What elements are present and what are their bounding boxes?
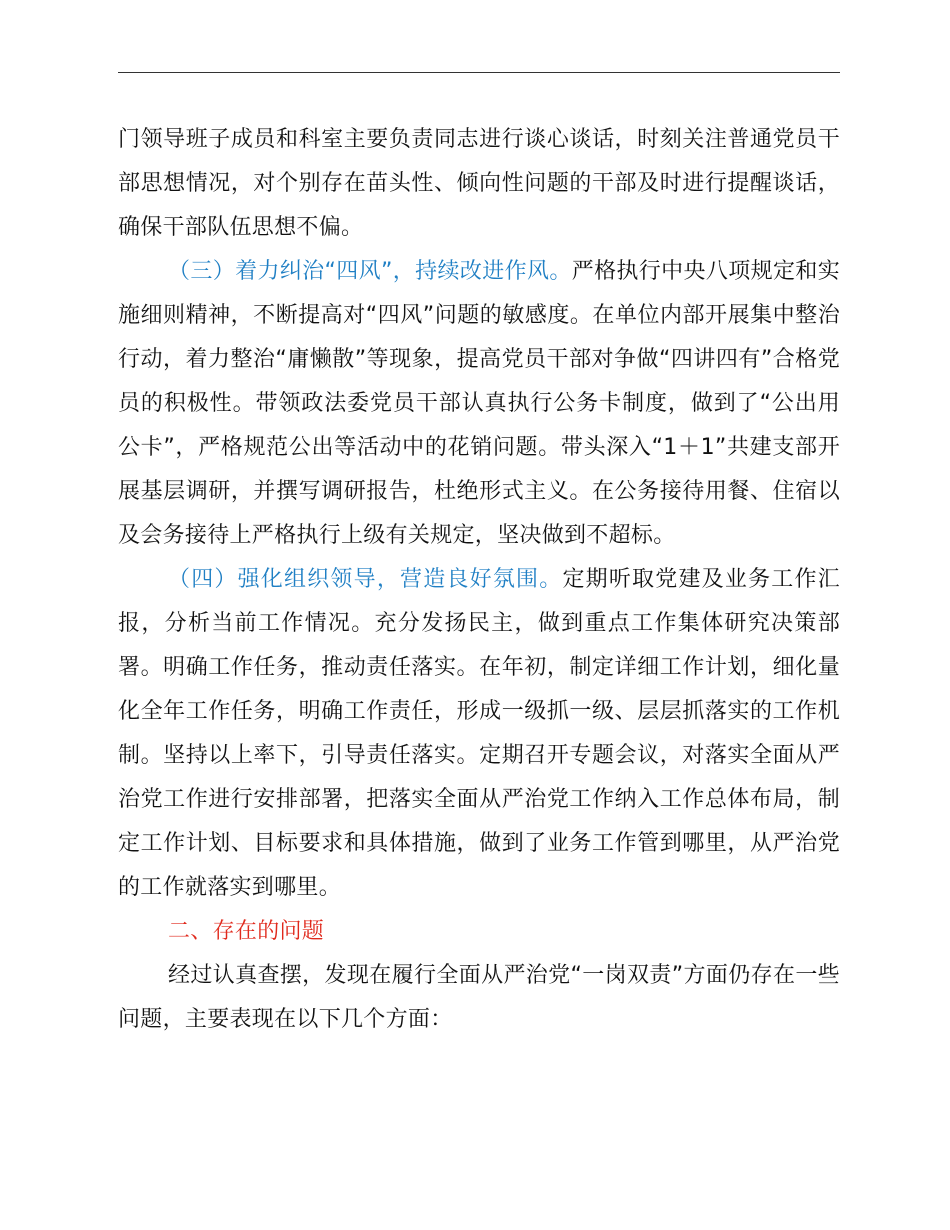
paragraph-four	[118, 558, 840, 910]
paragraph-problems-intro: 经过认真查摆，发现在履行全面从严治党“一岗双责”方面仍存在一些问题，主要表现在以下几个方面：	[118, 963, 840, 1032]
paragraph-three-body: 严格执行中央八项规定和实施细则精神，不断提高对“四风”问题的敏感度。在单位内部开展集中整治行动，着力整治“庸懒散”等现象，提高党员干部对争做“四讲四有”合格党员的积极性。带领政法委党员干部认真执行公务卡制度，做到了“公出用公卡”，严格规范公出等活动中的花销问题。带头深入“1＋1”共建支部开展基层调研，并撰写调研报告，杜绝形式主义。在公务接待用餐、住宿以及会务接待上严格执行上级有关规定，坚决做到不超标。	[118, 259, 840, 548]
paragraph-three	[118, 250, 840, 558]
document-body	[118, 118, 840, 1042]
section-title: 二、存在的问题	[168, 919, 325, 944]
paragraph-continuation: 门领导班子成员和科室主要负责同志进行谈心谈话，时刻关注普通党员干部思想情况，对个别存在苗头性、倾向性问题的干部及时进行提醒谈话，确保干部队伍思想不偏。	[118, 127, 840, 240]
heading-three: （三）着力纠治“四风”，持续改进作风。	[168, 259, 572, 284]
header-rule	[118, 72, 840, 73]
paragraph-four-body: 定期听取党建及业务工作汇报，分析当前工作情况。充分发扬民主，做到重点工作集体研究决策部署。明确工作任务，推动责任落实。在年初，制定详细工作计划，细化量化全年工作任务，明确工作责任，形成一级抓一级、层层抓落实的工作机制。坚持以上率下，引导责任落实。定期召开专题会议，对落实全面从严治党工作进行安排部署，把落实全面从严治党工作纳入工作总体布局，制定工作计划、目标要求和具体措施，做到了业务工作管到哪里，从严治党的工作就落实到哪里。	[118, 567, 840, 900]
heading-four: （四）强化组织领导，营造良好氛围。	[168, 567, 563, 592]
